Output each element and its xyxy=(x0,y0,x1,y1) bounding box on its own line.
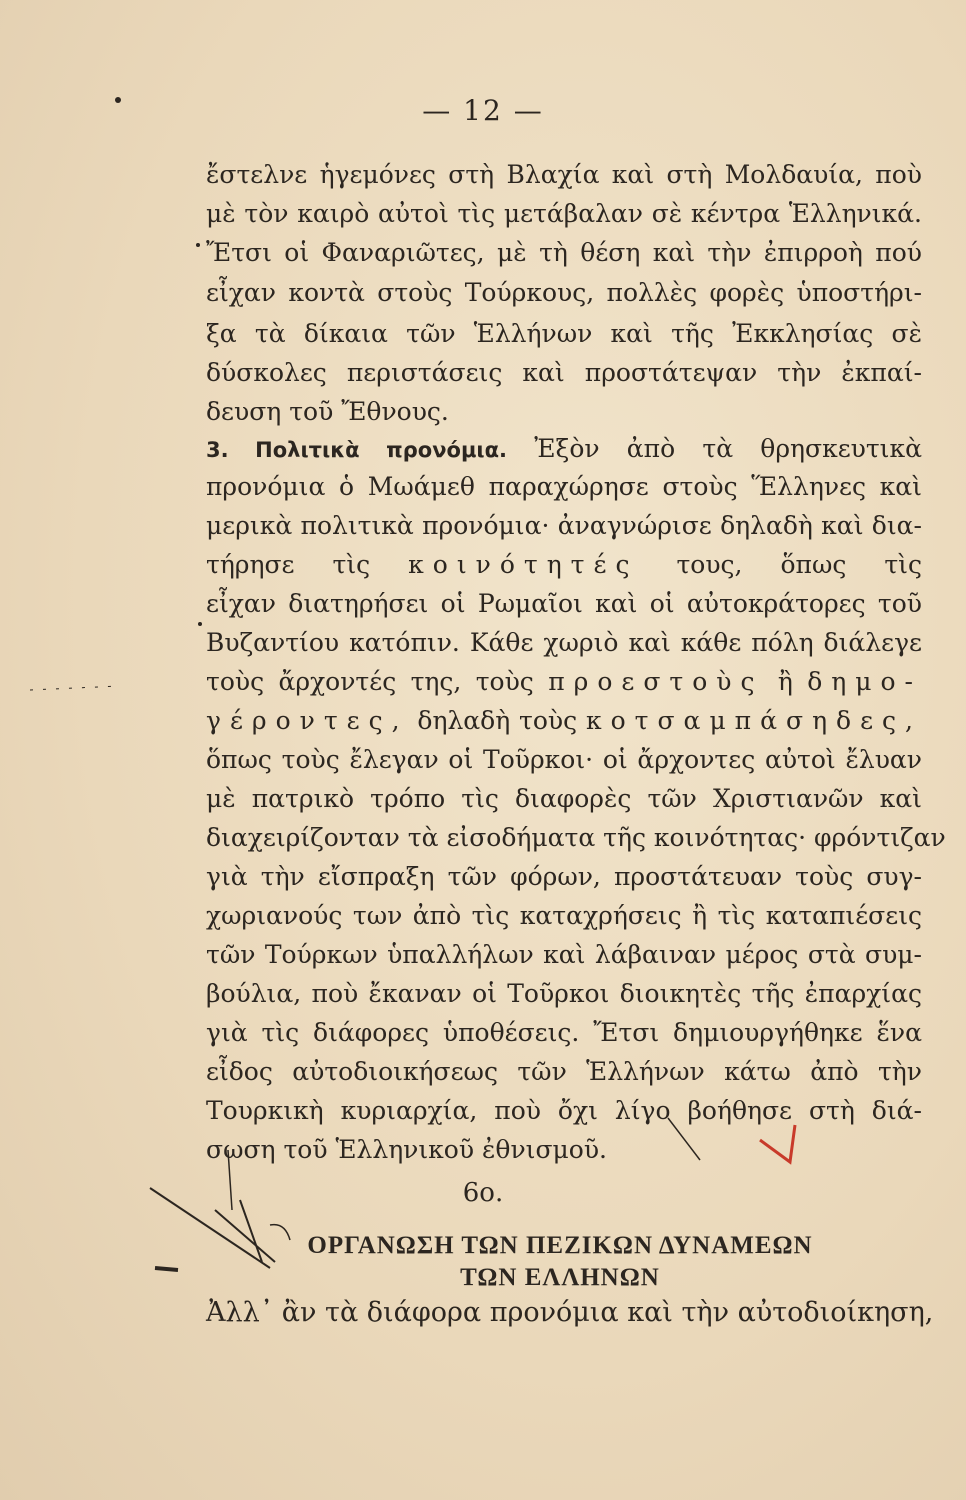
text-line: σωση τοῦ Ἑλληνικοῦ ἐθνισμοῦ. xyxy=(206,1135,607,1164)
section3-heading: 3. Πολιτικὰ προνόμια. xyxy=(206,438,507,462)
text-line: γιὰ τὴν εἴσπραξη τῶν φόρων, προστάτευαν τοὺς συγ- xyxy=(206,862,922,891)
text-line: γιὰ τὶς διάφορες ὑποθέσεις. Ἔτσι δημιουργήθηκε ἕνα xyxy=(206,1018,922,1047)
text-line: δευση τοῦ Ἔθνους. xyxy=(206,397,449,426)
text-line: εἶδος αὐτοδιοικήσεως τῶν Ἑλλήνων κάτω ἀπὸ τὴν xyxy=(206,1057,922,1086)
spaced-term: δημο- xyxy=(807,667,922,696)
text-line: μερικὰ πολιτικὰ προνόμια· ἀναγνώρισε δηλαδὴ καὶ δια- xyxy=(206,511,922,540)
text-line: ἔστελνε ἡγεμόνες στὴ Βλαχία καὶ στὴ Μολδαυία, ποὺ xyxy=(206,160,922,189)
text-line: δύσκολες περιστάσεις καὶ προστάτεψαν τὴν ἐκπαί- xyxy=(206,358,922,387)
text-line: Τουρκικὴ κυριαρχία, ποὺ ὄχι λίγο βοήθησε στὴ διά- xyxy=(206,1096,922,1125)
text-line: διαχειρίζονταν τὰ εἰσοδήματα τῆς κοινότητας· φρόντιζαν xyxy=(206,823,946,852)
text-line: ξα τὰ δίκαια τῶν Ἑλλήνων καὶ τῆς Ἐκκλησίας σὲ xyxy=(206,319,922,348)
text-line: ὅπως τοὺς ἔλεγαν οἱ Τοῦρκοι· οἱ ἄρχοντες αὐτοὶ ἔλυαν xyxy=(206,745,922,774)
final-text-line: Ἀλλ᾽ ἂν τὰ διάφορα προνόμια καὶ τὴν αὐτοδιοίκηση, xyxy=(206,1297,934,1328)
text-line: μὲ πατρικὸ τρόπο τὶς διαφορὲς τῶν Χριστιανῶν καὶ xyxy=(206,784,922,813)
text-span: τους, ὅπως τὶς xyxy=(676,550,922,579)
page-number: — 12 — xyxy=(422,94,544,127)
text-line: Βυζαντίου κατόπιν. Κάθε χωριὸ καὶ κάθε πόλη διάλεγε xyxy=(206,628,922,657)
text-span: ἢ xyxy=(777,667,793,696)
text-line: μὲ τὸν καιρὸ αὐτοὶ τὶς μετάβαλαν σὲ κέντρα Ἑλληνικά. xyxy=(206,199,922,228)
section3-first-text: Ἐξὸν ἀπὸ τὰ θρησκευτικὰ xyxy=(534,434,922,463)
text-line: εἶχαν διατηρήσει οἱ Ρωμαῖοι καὶ οἱ αὐτοκράτορες τοῦ xyxy=(206,589,922,618)
spaced-term: γέροντες, xyxy=(206,706,409,735)
text-span: τοὺς ἄρχοντές της, τοὺς xyxy=(206,667,534,696)
text-span: τήρησε τὶς xyxy=(206,550,371,579)
section-title-line1: ΟΡΓΑΝΩΣΗ ΤΩΝ ΠΕΖΙΚΩΝ ΔΥΝΑΜΕΩΝ xyxy=(307,1232,813,1259)
spaced-term: κοινότητές xyxy=(408,550,639,579)
section-number: 6ο. xyxy=(462,1178,504,1208)
text-line: χωριανούς των ἀπὸ τὶς καταχρήσεις ἢ τὶς καταπιέσεις xyxy=(206,901,922,930)
text-line: τῶν Τούρκων ὑπαλλήλων καὶ λάβαιναν μέρος στὰ συμ- xyxy=(206,940,922,969)
text-line: Ἔτσι οἱ Φαναριῶτες, μὲ τὴ θέση καὶ τὴν ἐπιρροὴ πού xyxy=(206,238,922,267)
text-line: προνόμια ὁ Μωάμεθ παραχώρησε στοὺς Ἕλληνες καὶ xyxy=(206,472,922,501)
spaced-term: κοτσαμπάσηδες, xyxy=(585,706,922,735)
spaced-term: προεστοὺς xyxy=(548,667,764,696)
text-line: εἶχαν κοντὰ στοὺς Τούρκους, πολλὲς φορὲς ὑποστήρι- xyxy=(206,278,922,307)
text-span: δηλαδὴ τοὺς xyxy=(417,706,578,735)
section-title-line2: ΤΩΝ ΕΛΛΗΝΩΝ xyxy=(460,1264,660,1291)
text-line: βούλια, ποὺ ἔκαναν οἱ Τοῦρκοι διοικητὲς τῆς ἐπαρχίας xyxy=(206,979,922,1008)
